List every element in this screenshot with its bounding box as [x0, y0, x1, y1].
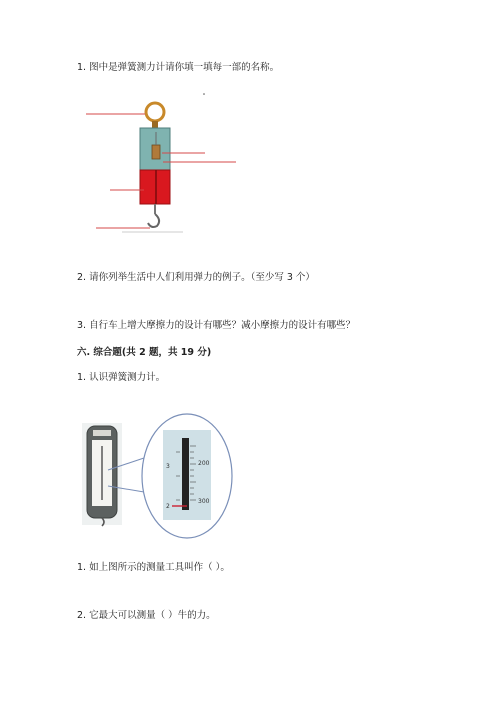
comprehensive-1-2-text: 2. 它最大可以测量（ ）牛的力。 — [77, 610, 216, 621]
comprehensive-1-text: 1. 认识弹簧测力计。 — [77, 372, 166, 383]
comprehensive-1-1-text: 1. 如上图所示的测量工具叫作（ ）。 — [77, 562, 230, 573]
question-2-text: 2. 请你列举生活中人们利用弹力的例子。（至少写 3 个） — [77, 272, 315, 283]
scale-label-plate — [93, 430, 111, 436]
section-heading: 六. 综合题(共 2 题，共 19 分) — [77, 347, 212, 358]
question-3-text: 3. 自行车上增大摩擦力的设计有哪些？减小摩擦力的设计有哪些？ — [77, 320, 356, 331]
question-1-text: 1. 图中是弹簧测力计请你填一填每一部的名称。 — [77, 62, 280, 73]
magnified-label-300: 300 — [198, 498, 210, 505]
magnified-label-200: 200 — [198, 460, 210, 467]
magnified-label-2: 2 — [166, 503, 170, 510]
magnified-label-3: 3 — [166, 463, 170, 470]
magnified-slot — [182, 438, 189, 510]
